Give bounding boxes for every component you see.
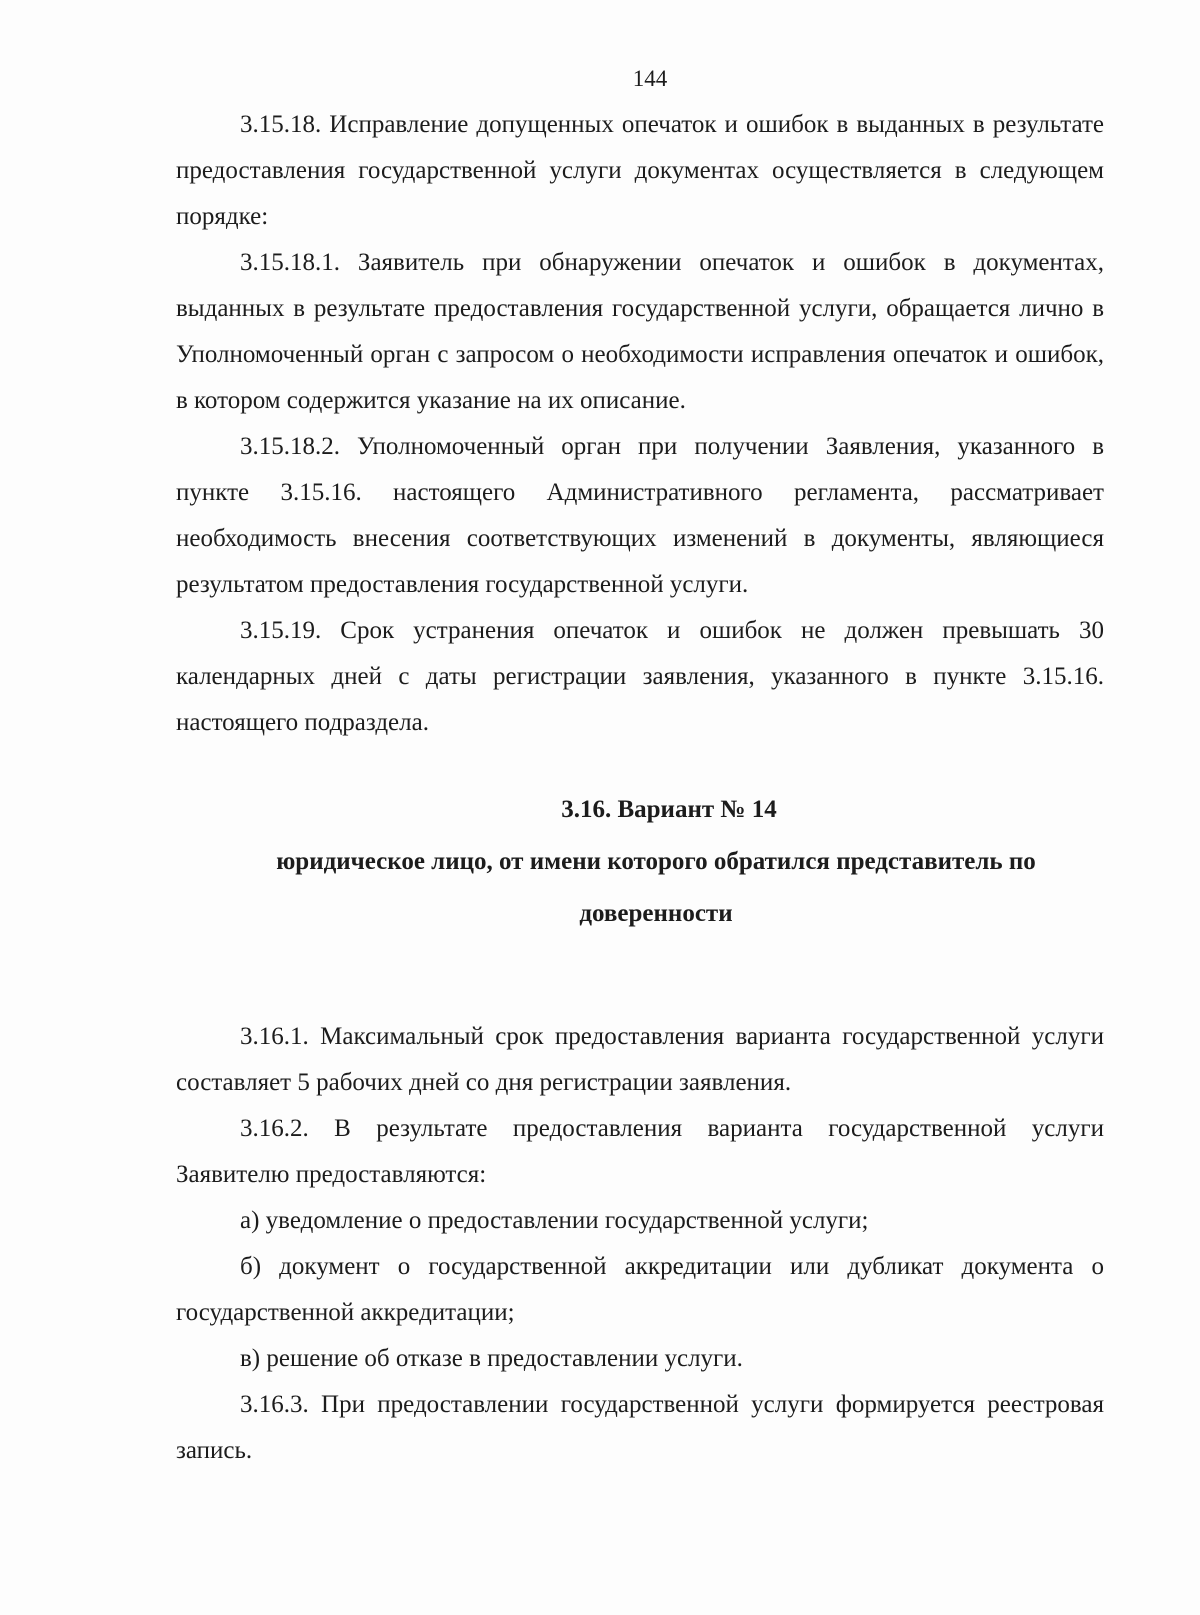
body-text-lower [176, 1014, 1104, 1474]
paragraph-3-15-18-2: 3.15.18.2. Уполномоченный орган при получении Заявления, указанного в пункте 3.15.16. настоящего Административного регламента, рассматривает необходимость внесения соответствующих изменений в документы, являющиеся результатом предоставления государственной услуги. [176, 433, 1104, 598]
paragraph-3-15-19: 3.15.19. Срок устранения опечаток и ошибок не должен превышать 30 календарных дней с даты регистрации заявления, указанного в пункте 3.15.16. настоящего подраздела. [176, 617, 1104, 736]
list-item-b: б) документ о государственной аккредитации или дубликат документа о государственной аккредитации; [176, 1253, 1104, 1326]
paragraph-3-15-18-1: 3.15.18.1. Заявитель при обнаружении опечаток и ошибок в документах, выданных в результате предоставления государственной услуги, обращается лично в Уполномоченный орган с запросом о необходимости исправления опечаток и ошибок, в котором содержится указание на их описание. [176, 249, 1104, 414]
section-heading [176, 784, 1104, 940]
page-number: 144 [632, 66, 668, 91]
paragraph-3-16-2: 3.16.2. В результате предоставления варианта государственной услуги Заявителю предоставляются: [176, 1115, 1104, 1188]
list-item-a: а) уведомление о предоставлении государственной услуги; [240, 1207, 869, 1234]
paragraph-3-16-1: 3.16.1. Максимальный срок предоставления варианта государственной услуги составляет 5 рабочих дней со дня регистрации заявления. [176, 1023, 1104, 1096]
body-text-upper [176, 102, 1104, 746]
section-subtitle: юридическое лицо, от имени которого обратился представитель по доверенности [276, 848, 1036, 927]
paragraph-3-15-18: 3.15.18. Исправление допущенных опечаток и ошибок в выданных в результате предоставления государственной услуги документах осуществляется в следующем порядке: [176, 111, 1104, 230]
list-item-v: в) решение об отказе в предоставлении услуги. [240, 1345, 743, 1372]
paragraph-3-16-3: 3.16.3. При предоставлении государственной услуги формируется реестровая запись. [176, 1391, 1104, 1464]
section-title: 3.16. Вариант № 14 [561, 796, 777, 823]
